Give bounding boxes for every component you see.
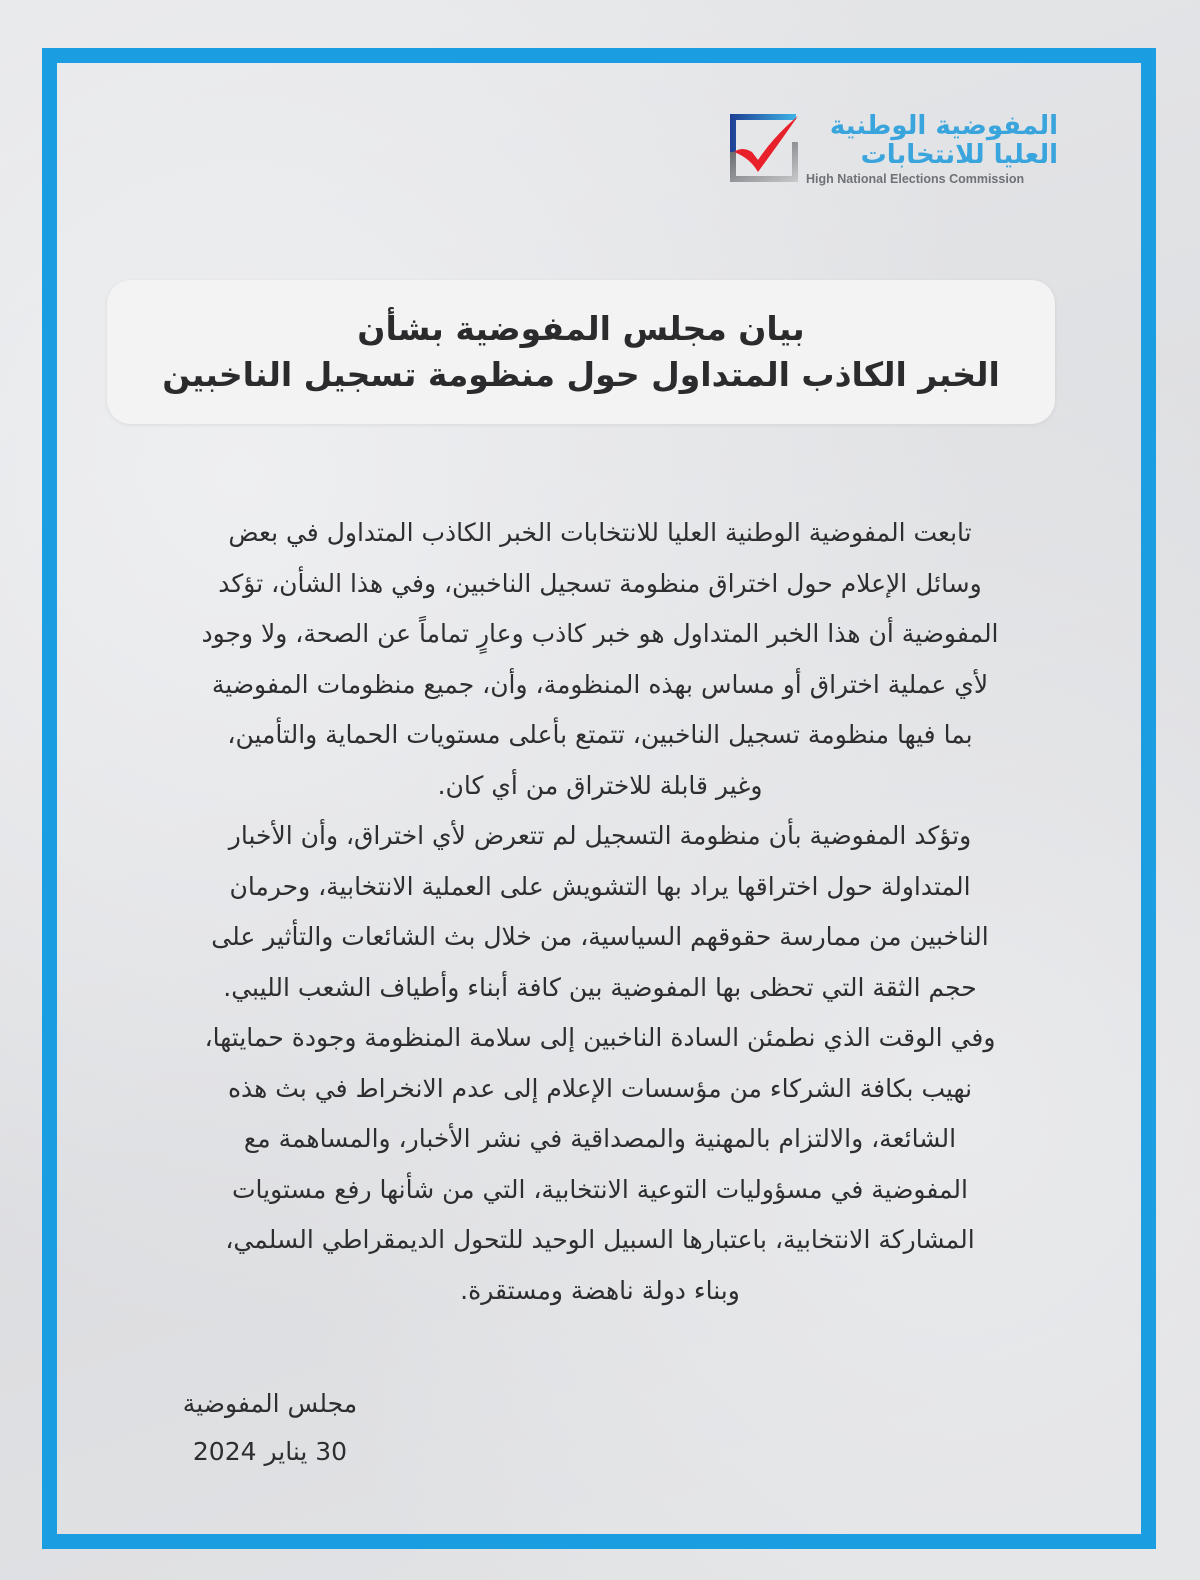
body-line: وتؤكد المفوضية بأن منظومة التسجيل لم تتعرض لأي اختراق، وأن الأخبار [228,821,972,850]
paragraph-3 [110,1013,1090,1316]
statement-title-box [107,280,1055,424]
logo-arabic-name [830,112,1058,170]
statement-body [110,508,1090,1316]
title-line-1: بيان مجلس المفوضية بشأن [357,309,805,348]
body-line: وفي الوقت الذي نطمئن السادة الناخبين إلى سلامة المنظومة وجودة حمايتها، [204,1023,996,1052]
body-line: حجم الثقة التي تحظى بها المفوضية بين كافة أبناء وأطياف الشعب الليبي. [223,972,977,1002]
body-line: المتداولة حول اختراقها يراد بها التشويش على العملية الانتخابية، وحرمان [229,871,971,901]
body-line: وغير قابلة للاختراق من أي كان. [437,770,763,800]
ballot-checkbox-icon [728,112,800,184]
paragraph-2 [110,811,1090,1013]
body-line: نهيب بكافة الشركاء من مؤسسات الإعلام إلى عدم الانخراط في بث هذه [227,1073,973,1103]
body-line: لأي عملية اختراق أو مساس بهذه المنظومة، وأن، جميع منظومات المفوضية [211,669,989,699]
body-line: المفوضية أن هذا الخبر المتداول هو خبر كاذب وعارٍ تماماً عن الصحة، ولا وجود [201,619,999,648]
body-line: المفوضية في مسؤوليات التوعية الانتخابية، التي من شأنها رفع مستويات [232,1174,968,1204]
signature-issuer: مجلس المفوضية [182,1389,358,1418]
body-line: بما فيها منظومة تسجيل الناخبين، تتمتع بأعلى مستويات الحماية والتأمين، [227,720,973,749]
logo-arabic-line1: المفوضية الوطنية [829,111,1058,141]
signature-date: 30 يناير 2024 [192,1437,348,1466]
body-line: تابعت المفوضية الوطنية العليا للانتخابات الخبر الكاذب المتداول في بعض [228,518,972,547]
hnec-logo [728,112,1058,192]
body-line: وسائل الإعلام حول اختراق منظومة تسجيل الناخبين، وفي هذا الشأن، تؤكد [218,568,982,598]
body-line: الناخبين من ممارسة حقوقهم السياسية، من خلال بث الشائعات والتأثير على [211,922,989,951]
signature-block [150,1380,390,1476]
body-line: الشائعة، والالتزام بالمهنية والمصداقية في نشر الأخبار، والمساهمة مع [243,1124,957,1153]
title-line-2: الخبر الكاذب المتداول حول منظومة تسجيل الناخبين [162,355,1000,394]
paragraph-1 [110,508,1090,811]
body-line: المشاركة الانتخابية، باعتبارها السبيل الوحيد للتحول الديمقراطي السلمي، [225,1225,975,1254]
logo-arabic-line2: العليا للانتخابات [860,140,1058,170]
body-line: وبناء دولة ناهضة ومستقرة. [460,1275,740,1305]
logo-english-name: High National Elections Commission [806,172,1025,186]
